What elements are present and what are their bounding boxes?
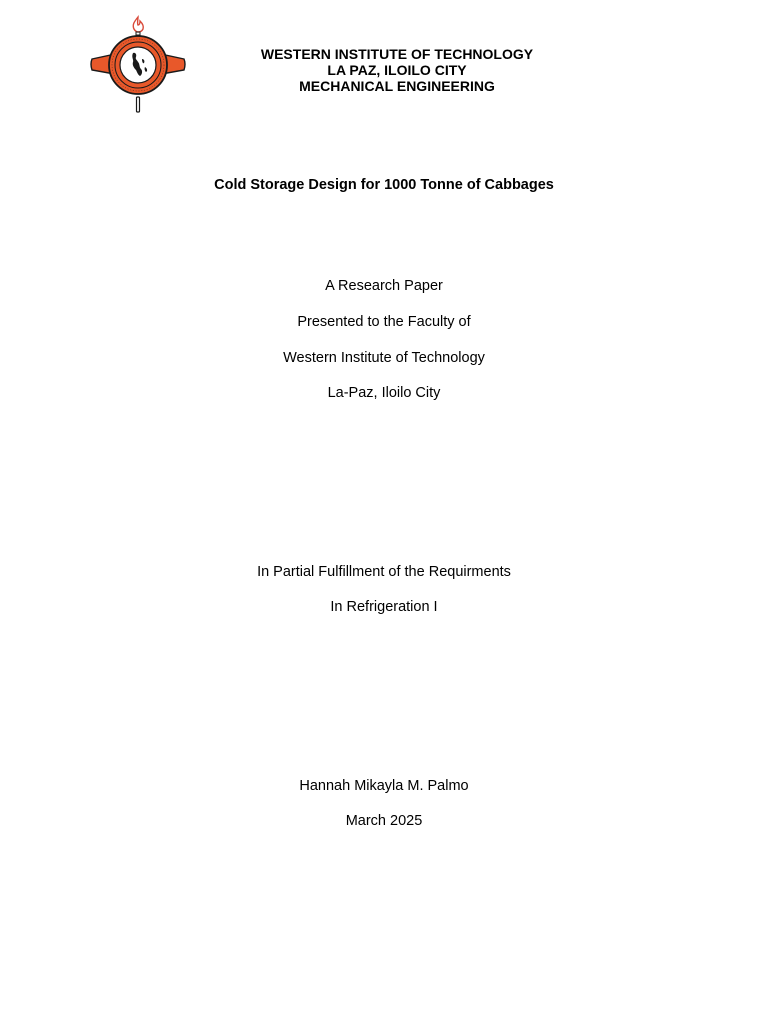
institution-location: LA PAZ, ILOILO CITY <box>327 62 467 78</box>
paper-type: A Research Paper <box>325 278 443 294</box>
author-name: Hannah Mikayla M. Palmo <box>299 778 469 794</box>
course-name: In Refrigeration I <box>330 599 438 615</box>
submission-date: March 2025 <box>345 813 423 829</box>
paper-title: Cold Storage Design for 1000 Tonne of Cabbages <box>214 177 554 193</box>
presented-to: Presented to the Faculty of <box>297 314 471 330</box>
department-name: MECHANICAL ENGINEERING <box>299 78 495 94</box>
institution-name: WESTERN INSTITUTE OF TECHNOLOGY <box>260 46 534 62</box>
fulfillment-statement: In Partial Fulfillment of the Requirments <box>257 564 511 580</box>
presented-location: La-Paz, Iloilo City <box>327 385 441 401</box>
presented-institution: Western Institute of Technology <box>283 350 485 366</box>
institution-header <box>0 46 768 94</box>
